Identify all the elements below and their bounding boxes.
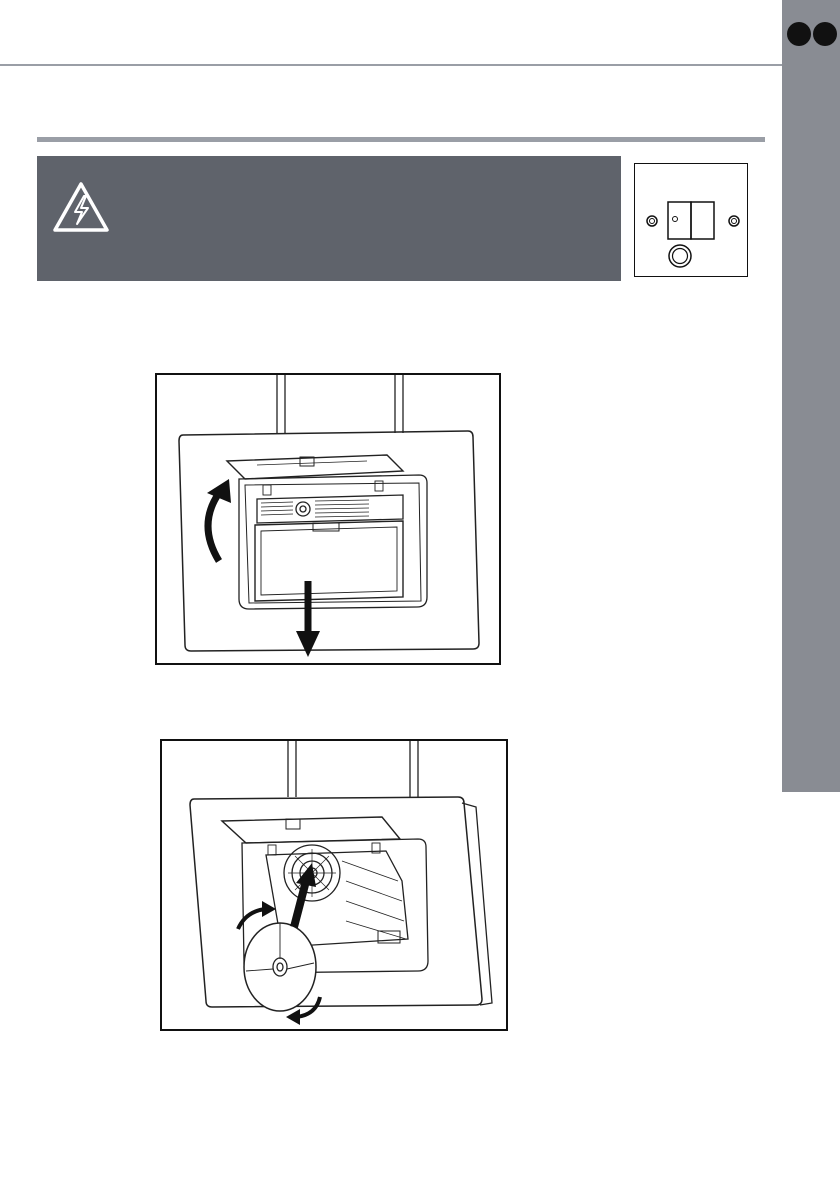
- chapter-dot: [813, 22, 837, 46]
- section-rule: [37, 137, 765, 142]
- header-rule: [0, 64, 782, 66]
- carbon-filter-fitting-illustration: [162, 741, 506, 1029]
- electric-shock-warning-icon: [51, 180, 111, 234]
- chapter-dot: [787, 22, 811, 46]
- figure-remove-grease-filter: [155, 373, 501, 665]
- wall-switch-spur-icon: [635, 164, 747, 276]
- figure-fit-carbon-filter: [160, 739, 508, 1031]
- chapter-side-tab: [782, 0, 840, 792]
- chapter-marker: [787, 22, 837, 46]
- hood-panel-open-illustration: [157, 375, 499, 663]
- wall-switch-diagram: [634, 163, 748, 277]
- warning-banner: [37, 156, 621, 281]
